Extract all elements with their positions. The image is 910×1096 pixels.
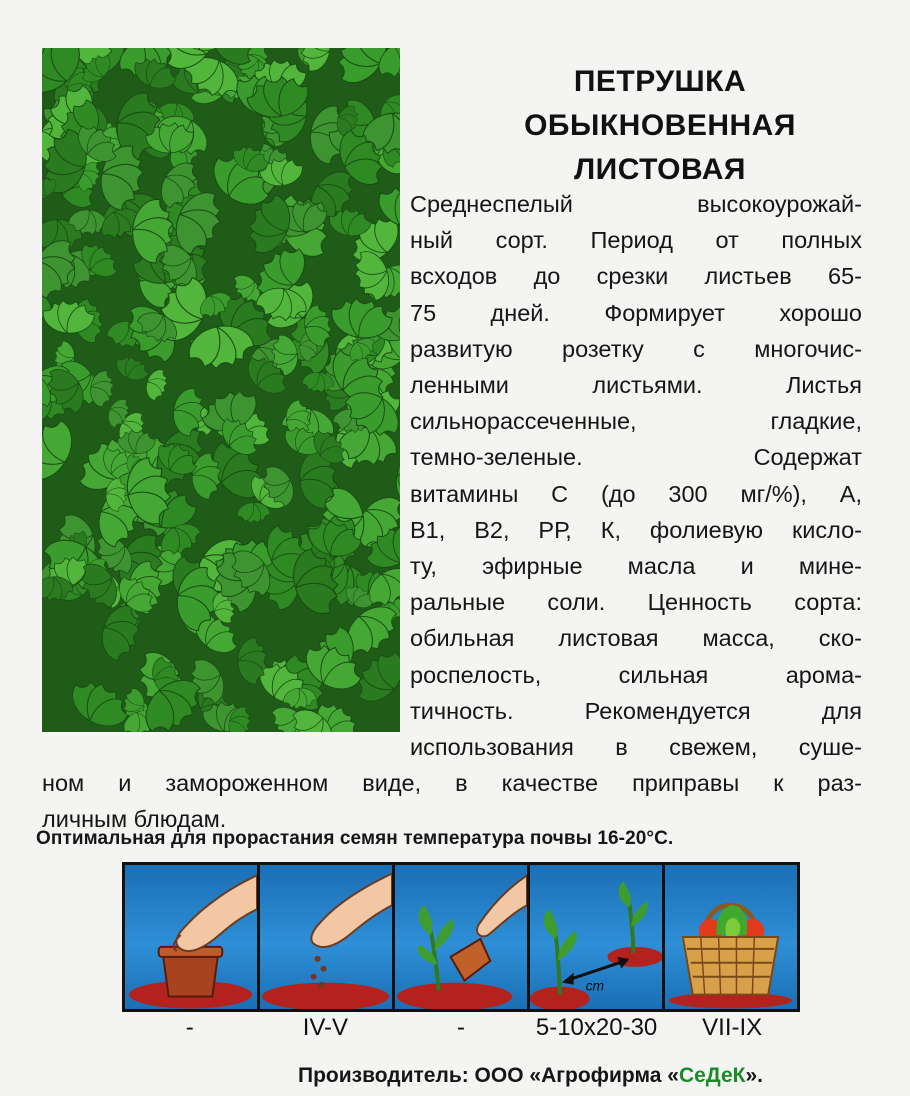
step-panel-harvest bbox=[665, 865, 797, 1009]
description-line: сильнорассеченные, гладкие, bbox=[410, 408, 862, 435]
step-panel-transplant bbox=[395, 865, 527, 1009]
variety-description bbox=[410, 186, 862, 765]
producer-line bbox=[298, 1064, 898, 1088]
growing-steps-pictograms bbox=[122, 862, 800, 1012]
harvest-basket-icon bbox=[665, 865, 797, 1009]
producer-suffix: ». bbox=[745, 1064, 764, 1087]
producer-prefix: Производитель: ООО «Агрофирма « bbox=[298, 1064, 679, 1087]
step-panel-spacing bbox=[530, 865, 662, 1009]
product-title bbox=[460, 60, 860, 192]
step-panel-sowing bbox=[260, 865, 392, 1009]
description-line: витамины С (до 300 мг/%), А, bbox=[410, 480, 862, 507]
description-line: использования в свежем, суше- bbox=[410, 734, 862, 761]
description-line: роспелость, сильная арома- bbox=[410, 661, 862, 688]
producer-brand: СеДеК bbox=[678, 1064, 746, 1087]
description-line: личным блюдам. bbox=[42, 806, 227, 833]
description-line: Среднеспелый высокоурожай- bbox=[410, 191, 862, 217]
step-panel-pot bbox=[125, 865, 257, 1009]
variety-description-continuation bbox=[42, 765, 862, 837]
transplant-trowel-icon bbox=[395, 865, 527, 1009]
description-line: В1, В2, РР, К, фолиевую кисло- bbox=[410, 516, 862, 543]
growing-steps-labels bbox=[122, 1014, 800, 1042]
description-line: темно-зеленые. Содержат bbox=[410, 444, 862, 471]
description-line: ральные соли. Ценность сорта: bbox=[410, 589, 862, 616]
description-line: ный сорт. Период от полных bbox=[410, 227, 862, 254]
description-line: ном и замороженном виде, в качестве приправы к раз- bbox=[42, 770, 862, 796]
title-line-1: ПЕТРУШКА bbox=[573, 65, 747, 98]
step-label-transplant: - bbox=[456, 1014, 465, 1041]
parsley-leaves-image bbox=[42, 48, 400, 732]
parsley-photo bbox=[42, 48, 400, 732]
description-line: ленными листьями. Листья bbox=[410, 372, 862, 399]
spacing-unit-label: cm bbox=[585, 977, 605, 994]
step-label-spacing: 5-10x20-30 bbox=[535, 1014, 658, 1041]
plant-spacing-icon bbox=[530, 865, 662, 1009]
description-line: всходов до срезки листьев 65- bbox=[410, 263, 862, 290]
title-line-3: ЛИСТОВАЯ bbox=[574, 153, 746, 186]
step-label-pot: - bbox=[185, 1014, 194, 1041]
title-line-2: ОБЫКНОВЕННАЯ bbox=[524, 109, 796, 142]
sowing-seeds-icon bbox=[260, 865, 392, 1009]
seedling-pot-icon bbox=[125, 865, 257, 1009]
soil-temperature-note: Оптимальная для прорастания семян температура почвы 16-20°С. bbox=[36, 828, 674, 849]
description-line: тичность. Рекомендуется для bbox=[410, 697, 862, 724]
step-label-harvest: VII-IX bbox=[702, 1014, 763, 1041]
description-line: обильная листовая масса, ско- bbox=[410, 625, 862, 652]
description-line: развитую розетку с многочис- bbox=[410, 335, 862, 362]
description-line: 75 дней. Формирует хорошо bbox=[410, 299, 862, 326]
description-line: ту, эфирные масла и мине- bbox=[410, 553, 862, 580]
step-label-sowing: IV-V bbox=[302, 1014, 349, 1041]
